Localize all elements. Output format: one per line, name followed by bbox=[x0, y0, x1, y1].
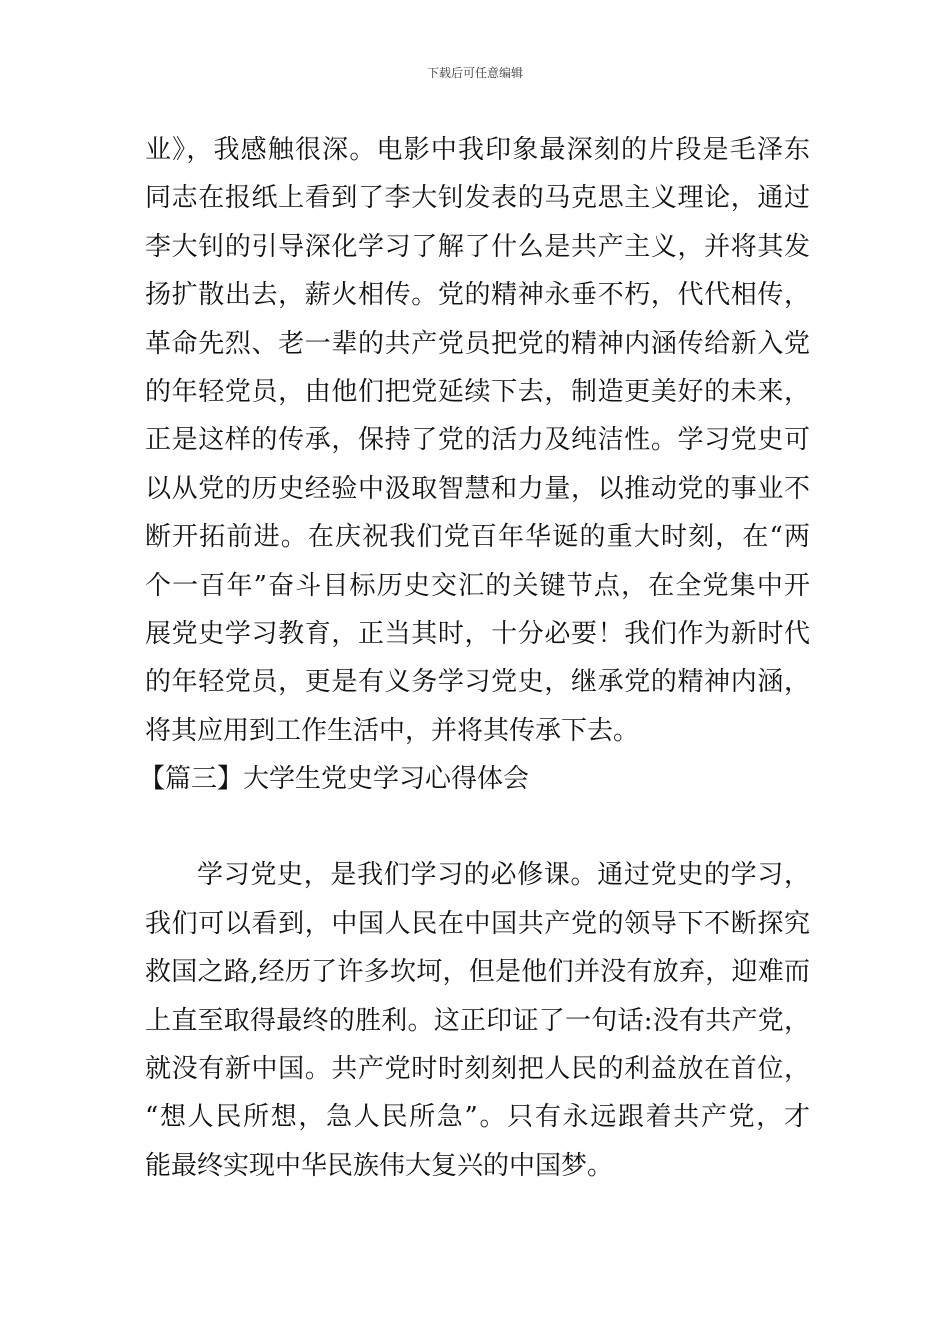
paragraph-line: 的年轻党员，由他们把党延续下去，制造更美好的未来， bbox=[145, 376, 810, 407]
paragraph-line: 学习党史，是我们学习的必修课。通过党史的学习， bbox=[197, 860, 810, 891]
paragraph-line: 我们可以看到，中国人民在中国共产党的领导下不断探究 bbox=[145, 908, 810, 939]
blank-line bbox=[145, 803, 810, 851]
paragraph-line: 就没有新中国。共产党时时刻刻把人民的利益放在首位， bbox=[145, 1054, 810, 1085]
paragraph-line: 上直至取得最终的胜利。这正印证了一句话:没有共产党， bbox=[145, 1005, 810, 1036]
paragraph-line: 李大钊的引导深化学习了解了什么是共产主义，并将其发 bbox=[145, 231, 810, 262]
paragraph-line: 革命先烈、老一辈的共产党员把党的精神内涵传给新入党 bbox=[145, 328, 810, 359]
paragraph-line: 扬扩散出去，薪火相传。党的精神永垂不朽，代代相传， bbox=[145, 280, 810, 311]
section-heading: 【篇三】大学生党史学习心得体会 bbox=[139, 764, 530, 795]
paragraph-line: 个一百年”奋斗目标历史交汇的关键节点，在全党集中开 bbox=[145, 570, 810, 601]
paragraph-line: 以从党的历史经验中汲取智慧和力量，以推动党的事业不 bbox=[145, 473, 810, 504]
paragraph-line: 业》，我感触很深。电影中我印象最深刻的片段是毛泽东 bbox=[145, 135, 810, 165]
paragraph-line: 能最终实现中华民族伟大复兴的中国梦。 bbox=[145, 1150, 614, 1181]
paragraph-line: 展党史学习教育，正当其时，十分必要！我们作为新时代 bbox=[145, 618, 810, 649]
paragraph-line: “想人民所想，急人民所急”。只有永远跟着共产党，才 bbox=[145, 1102, 810, 1133]
paragraph-line: 的年轻党员，更是有义务学习党史，继承党的精神内涵， bbox=[145, 667, 810, 698]
paragraph-line: 正是这样的传承，保持了党的活力及纯洁性。学习党史可 bbox=[145, 425, 810, 456]
page-header: 下载后可任意编辑 bbox=[426, 66, 523, 80]
paragraph-line: 将其应用到工作生活中，并将其传承下去。 bbox=[145, 715, 640, 746]
paragraph-line: 断开拓前进。在庆祝我们党百年华诞的重大时刻，在“两 bbox=[145, 522, 810, 553]
paragraph-line: 同志在报纸上看到了李大钊发表的马克思主义理论，通过 bbox=[145, 183, 810, 214]
document-body bbox=[139, 126, 810, 1190]
paragraph-line: 救国之路,经历了许多坎坷，但是他们并没有放弃，迎难而 bbox=[145, 957, 810, 988]
